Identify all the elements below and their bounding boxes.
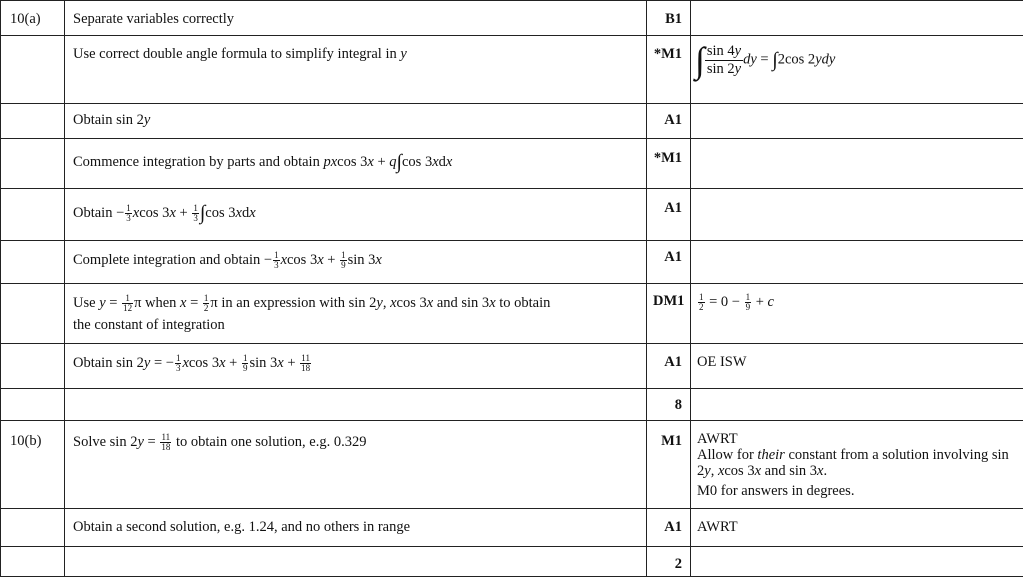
guidance-line: M0 for answers in degrees. (697, 483, 855, 499)
mark-cell: DM1 (647, 284, 691, 344)
mark-cell: *M1 (647, 36, 691, 104)
answer-cell: Separate variables correctly (65, 1, 647, 36)
answer-cell: Use correct double angle formula to simplify integral in y (65, 36, 647, 104)
answer-cell (65, 547, 647, 577)
answer-cell: Commence integration by parts and obtain pxcos 3x + q∫cos 3xdx (65, 139, 647, 189)
mark-cell: A1 (647, 104, 691, 139)
question-number (1, 284, 65, 344)
mark-cell: A1 (647, 241, 691, 284)
guidance-cell (691, 189, 1023, 241)
question-number (1, 389, 65, 421)
answer-cell: Complete integration and obtain − $\frac{1}{3}$ xcos 3x + $\frac{1}{9}$ sin 3x (65, 241, 647, 284)
guidance-line: Allow for their constant from a solution involving sin 2y, xcos 3x and sin 3x. (697, 447, 1009, 479)
guidance-cell (691, 421, 1023, 509)
mark-cell: A1 (647, 189, 691, 241)
table-row (1, 241, 1023, 284)
question-number (1, 344, 65, 389)
table-row (1, 421, 1023, 509)
answer-cell: Obtain a second solution, e.g. 1.24, and no others in range (65, 509, 647, 547)
mark-cell: *M1 (647, 139, 691, 189)
table-row (1, 509, 1023, 547)
question-number (1, 139, 65, 189)
table-row (1, 547, 1023, 577)
mark-cell: M1 (647, 421, 691, 509)
question-number: 10(a) (1, 1, 65, 36)
guidance-cell (691, 389, 1023, 421)
answer-cell (65, 389, 647, 421)
question-number (1, 104, 65, 139)
table-row (1, 1, 1023, 36)
guidance-cell: AWRT (691, 509, 1023, 547)
table-row (1, 389, 1023, 421)
question-number (1, 241, 65, 284)
question-number (1, 189, 65, 241)
table-row (1, 139, 1023, 189)
question-number (1, 509, 65, 547)
guidance-cell (691, 1, 1023, 36)
answer-cell: Obtain sin 2y (65, 104, 647, 139)
total-mark-cell: 2 (647, 547, 691, 577)
answer-cell: Use y = $\frac{1}{12}$ π when x = $\frac{1}{2}$ π in an expression with sin 2y, xcos 3x and sin 3x to obtain the constant of integration (65, 284, 647, 344)
total-mark-cell: 8 (647, 389, 691, 421)
guidance-cell (691, 547, 1023, 577)
answer-cell: Obtain − $\frac{1}{3}$ xcos 3x + $\frac{1}{3}$ ∫cos 3xdx (65, 189, 647, 241)
table-row (1, 284, 1023, 344)
answer-cell: Obtain sin 2y = − $\frac{1}{3}$ xcos 3x + $\frac{1}{9}$ sin 3x + $\frac{11}{18}$ (65, 344, 647, 389)
table-row (1, 189, 1023, 241)
guidance-cell (691, 139, 1023, 189)
mark-cell: A1 (647, 509, 691, 547)
guidance-line: AWRT (697, 431, 738, 447)
table-row (1, 344, 1023, 389)
question-number: 10(b) (1, 421, 65, 509)
question-number (1, 36, 65, 104)
mark-cell: B1 (647, 1, 691, 36)
guidance-cell: OE ISW (691, 344, 1023, 389)
answer-cell: Solve sin 2y = $\frac{11}{18}$ to obtain one solution, e.g. 0.329 (65, 421, 647, 509)
mark-cell: A1 (647, 344, 691, 389)
guidance-cell (691, 104, 1023, 139)
guidance-cell (691, 241, 1023, 284)
question-number (1, 547, 65, 577)
table-row (1, 36, 1023, 104)
guidance-cell: $\frac{1}{2}$ = 0 − $\frac{1}{9}$ + c (691, 284, 1023, 344)
table-row (1, 104, 1023, 139)
guidance-cell: ∫ $\frac{\sin 4y}{\sin 2y}$ dy = ∫2cos 2ydy (691, 36, 1023, 104)
